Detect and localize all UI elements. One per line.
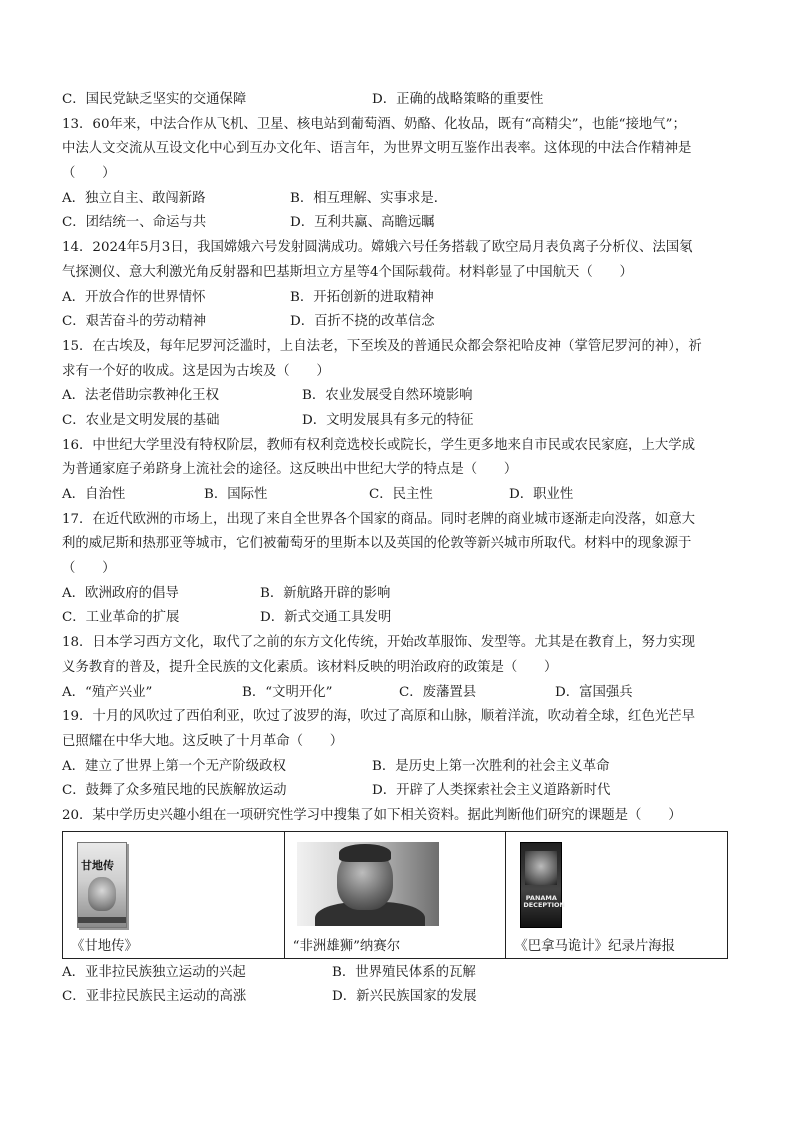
q20-option-c[interactable]: C．亚非拉民族民主运动的高涨 (62, 989, 247, 1005)
q14-stem-line2: 气探测仪、意大利激光角反射器和巴基斯坦立方星等4个国际载荷。材料彰显了中国航天（ ） (62, 264, 633, 280)
q13-option-b[interactable]: B．相互理解、实事求是． (290, 190, 448, 206)
q19-option-c[interactable]: C．鼓舞了众多殖民地的民族解放运动 (62, 783, 287, 799)
q12-option-d[interactable]: D．正确的战略策略的重要性 (372, 92, 544, 107)
book-cover-title: 甘地传 (81, 858, 114, 872)
q16-option-a[interactable]: A．自治性 (62, 487, 126, 502)
q20-option-b[interactable]: B．世界殖民体系的瓦解 (332, 964, 476, 980)
q18-stem-line1: 18．日本学习西方文化，取代了之前的东方文化传统，开始改革服饰、发型等。尤其是在教育上，努力实现 (62, 635, 696, 651)
q20-figure-gandhi (63, 832, 285, 958)
q15-stem-line1: 15．在古埃及，每年尼罗河泛滥时，上自法老，下至埃及的普通民众都会祭祀哈皮神（掌管尼罗河的神），祈 (62, 338, 702, 354)
q15-stem-line2: 求有一个好的收成。这是因为古埃及（ ） (62, 363, 330, 379)
nasser-portrait-image (297, 842, 439, 926)
q19-option-d[interactable]: D．开辟了人类探索社会主义道路新时代 (372, 783, 611, 799)
q18-options-row (62, 681, 734, 706)
q14-option-c[interactable]: C．艰苦奋斗的劳动精神 (62, 314, 207, 330)
q17-option-d[interactable]: D．新式交通工具发明 (260, 610, 392, 626)
q17-options-row2 (62, 606, 734, 631)
q17-options-row1 (62, 582, 734, 607)
q17-option-c[interactable]: C．工业革命的扩展 (62, 610, 180, 626)
q14-options-row1 (62, 286, 734, 311)
q16-option-b[interactable]: B．国际性 (204, 487, 268, 502)
q20-figure-caption-2: “非洲雄狮”纳赛尔 (292, 938, 401, 954)
q13-option-d[interactable]: D．互利共赢、高瞻远瞩 (290, 215, 435, 231)
q20-option-d[interactable]: D．新兴民族国家的发展 (332, 989, 477, 1005)
q13-stem-line3: （ ） (62, 166, 116, 182)
q13-stem-line2: 中法人文交流从互设文化中心到互办文化年、语言年，为世界文明互鉴作出表率。这体现的中法合作精神是 (62, 141, 692, 157)
q12-options-row (62, 88, 734, 113)
q18-stem-line2: 义务教育的普及，提升全民族的文化素质。该材料反映的明治政府的政策是（ ） (62, 659, 558, 675)
q15-options-row1 (62, 384, 734, 409)
q20-figure-panama (506, 832, 727, 958)
q17-option-a[interactable]: A．欧洲政府的倡导 (62, 585, 179, 601)
q18-option-a[interactable]: A．“殖产兴业” (62, 684, 153, 700)
q20-stem-line1: 20．某中学历史兴趣小组在一项研究性学习中搜集了如下相关资料。据此判断他们研究的课题是（ ） (62, 807, 682, 823)
poster-title-text: PANAMA DECEPTION (523, 893, 565, 909)
q15-option-c[interactable]: C．农业是文明发展的基础 (62, 412, 220, 428)
q18-option-b[interactable]: B．“文明开化” (242, 684, 333, 700)
q19-stem-line1: 19．十月的风吹过了西伯利亚，吹过了波罗的海，吹过了高原和山脉，顺着洋流，吹动着全球，红色光芒早 (62, 709, 696, 725)
q14-option-d[interactable]: D．百折不挠的改革信念 (290, 314, 435, 330)
q16-stem-line1: 16．中世纪大学里没有特权阶层，教师有权利竞选校长或院长，学生更多地来自市民或农民家庭，上大学成 (62, 437, 696, 453)
q14-stem-line1: 14．2024年5月3日，我国嫦娥六号发射圆满成功。嫦娥六号任务搭载了欧空局月表负离子分析仪、法国氡 (62, 240, 693, 256)
q20-options-row2 (62, 985, 734, 1010)
q15-option-b[interactable]: B．农业发展受自然环境影响 (302, 388, 473, 404)
q19-options-row2 (62, 779, 734, 804)
q16-stem-line2: 为普通家庭子弟跻身上流社会的途径。这反映出中世纪大学的特点是（ ） (62, 462, 518, 478)
q14-option-a[interactable]: A．开放合作的世界情怀 (62, 289, 206, 305)
q13-options-row1 (62, 187, 734, 212)
q17-stem-line2: 利的威尼斯和热那亚等城市，它们被葡萄牙的里斯本以及英国的伦敦等新兴城市所取代。材料中的现象源于 (62, 536, 692, 552)
q12-option-c[interactable]: C．国民党缺乏坚实的交通保障 (62, 92, 247, 107)
q13-stem-line1: 13．60年来，中法合作从飞机、卫星、核电站到葡萄酒、奶酪、化妆品，既有“高精尖”，也能“接地气”； (62, 116, 686, 132)
q20-materials-table (62, 831, 728, 959)
q15-option-a[interactable]: A．法老借助宗教神化王权 (62, 388, 219, 404)
q19-option-a[interactable]: A．建立了世界上第一个无产阶级政权 (62, 758, 286, 774)
q16-options-row (62, 483, 734, 508)
q14-option-b[interactable]: B．开拓创新的进取精神 (290, 289, 434, 305)
q16-option-d[interactable]: D．职业性 (509, 487, 574, 502)
q17-option-b[interactable]: B．新航路开辟的影响 (260, 585, 391, 601)
panama-documentary-poster-image (520, 842, 565, 928)
q14-options-row2 (62, 310, 734, 335)
q20-figure-caption-1: 《甘地传》 (71, 938, 138, 954)
q17-stem-line3: （ ） (62, 561, 116, 577)
q16-option-c[interactable]: C．民主性 (369, 487, 433, 502)
gandhi-book-cover-image (77, 842, 127, 928)
q13-option-a[interactable]: A．独立自主、敢闯新路 (62, 190, 206, 206)
exam-page (62, 88, 734, 1010)
q19-option-b[interactable]: B．是历史上第一次胜利的社会主义革命 (372, 758, 610, 774)
q18-option-d[interactable]: D．富国强兵 (555, 684, 633, 700)
q20-options-row1 (62, 961, 734, 986)
q13-option-c[interactable]: C．团结统一、命运与共 (62, 215, 207, 231)
q15-option-d[interactable]: D．文明发展具有多元的特征 (302, 412, 474, 428)
q20-figure-nasser (285, 832, 507, 958)
q13-options-row2 (62, 211, 734, 236)
q19-stem-line2: 已照耀在中华大地。这反映了十月革命（ ） (62, 733, 344, 749)
q18-option-c[interactable]: C．废藩置县 (399, 684, 477, 700)
q20-option-a[interactable]: A．亚非拉民族独立运动的兴起 (62, 964, 246, 980)
q20-figure-caption-3: 《巴拿马诡计》纪录片海报 (514, 938, 676, 954)
q19-options-row1 (62, 755, 734, 780)
q17-stem-line1: 17．在近代欧洲的市场上，出现了来自全世界各个国家的商品。同时老牌的商业城市逐渐走向没落，如意大 (62, 511, 696, 527)
q15-options-row2 (62, 409, 734, 434)
